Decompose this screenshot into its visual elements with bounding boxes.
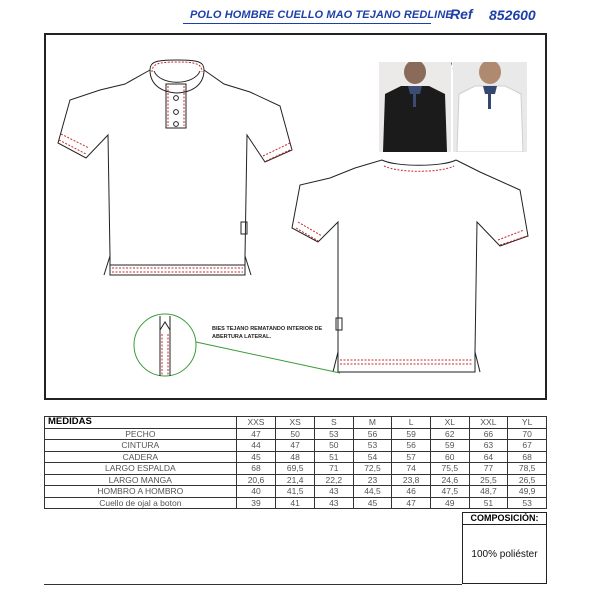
table-cell: 68 bbox=[508, 451, 547, 463]
row-label: LARGO ESPALDA bbox=[45, 463, 237, 475]
size-header: XXS bbox=[236, 417, 276, 429]
row-label: LARGO MANGA bbox=[45, 474, 237, 486]
table-cell: 24,6 bbox=[430, 474, 469, 486]
table-cell: 45 bbox=[353, 497, 392, 509]
table-cell: 50 bbox=[276, 428, 315, 440]
table-cell: 60 bbox=[430, 451, 469, 463]
table-cell: 45 bbox=[236, 451, 276, 463]
row-label: Cuello de ojal a boton bbox=[45, 497, 237, 509]
row-label: CINTURA bbox=[45, 440, 237, 452]
white-polo-photo bbox=[453, 62, 527, 152]
table-cell: 40 bbox=[236, 486, 276, 498]
table-cell: 23 bbox=[353, 474, 392, 486]
row-label: HOMBRO A HOMBRO bbox=[45, 486, 237, 498]
table-cell: 67 bbox=[508, 440, 547, 452]
table-cell: 47 bbox=[236, 428, 276, 440]
table-cell: 62 bbox=[430, 428, 469, 440]
table-cell: 78,5 bbox=[508, 463, 547, 475]
table-cell: 48 bbox=[276, 451, 315, 463]
row-label: CADERA bbox=[45, 451, 237, 463]
table-row bbox=[45, 451, 547, 463]
table-cell: 53 bbox=[508, 497, 547, 509]
table-cell: 43 bbox=[314, 486, 353, 498]
size-header: YL bbox=[508, 417, 547, 429]
table-cell: 64 bbox=[469, 451, 508, 463]
table-cell: 71 bbox=[314, 463, 353, 475]
table-row bbox=[45, 497, 547, 509]
measurements-table bbox=[44, 416, 547, 509]
table-cell: 54 bbox=[353, 451, 392, 463]
table-cell: 51 bbox=[314, 451, 353, 463]
product-photos bbox=[379, 62, 527, 152]
table-row bbox=[45, 474, 547, 486]
table-cell: 41,5 bbox=[276, 486, 315, 498]
table-title: MEDIDAS bbox=[45, 417, 237, 429]
table-cell: 47 bbox=[276, 440, 315, 452]
table-cell: 66 bbox=[469, 428, 508, 440]
table-cell: 56 bbox=[353, 428, 392, 440]
table-cell: 59 bbox=[392, 428, 431, 440]
title: POLO HOMBRE CUELLO MAO TEJANO REDLINE bbox=[190, 9, 453, 21]
table-cell: 57 bbox=[392, 451, 431, 463]
callout-text: BIES TEJANO REMATANDO INTERIOR DE ABERTURA LATERAL. bbox=[212, 326, 323, 340]
table-cell: 74 bbox=[392, 463, 431, 475]
row-label: PECHO bbox=[45, 428, 237, 440]
table-header-row bbox=[45, 417, 547, 429]
table-row bbox=[45, 486, 547, 498]
table-cell: 22,2 bbox=[314, 474, 353, 486]
front-stitching bbox=[59, 62, 292, 272]
table-cell: 69,5 bbox=[276, 463, 315, 475]
table-row bbox=[45, 428, 547, 440]
table-cell: 39 bbox=[236, 497, 276, 509]
footer-divider bbox=[44, 584, 462, 585]
front-polo-drawing bbox=[58, 60, 292, 275]
table-cell: 46 bbox=[392, 486, 431, 498]
table-cell: 48,7 bbox=[469, 486, 508, 498]
table-cell: 26,5 bbox=[508, 474, 547, 486]
table-cell: 47 bbox=[392, 497, 431, 509]
table-row bbox=[45, 463, 547, 475]
composition-value: 100% poliéster bbox=[471, 549, 538, 560]
table-cell: 44,5 bbox=[353, 486, 392, 498]
ref-label: Ref bbox=[450, 6, 473, 22]
table-cell: 77 bbox=[469, 463, 508, 475]
dark-polo-photo bbox=[379, 62, 451, 152]
table-cell: 20,6 bbox=[236, 474, 276, 486]
table-cell: 51 bbox=[469, 497, 508, 509]
table-cell: 43 bbox=[314, 497, 353, 509]
table-row bbox=[45, 440, 547, 452]
table-cell: 75,5 bbox=[430, 463, 469, 475]
table-cell: 59 bbox=[430, 440, 469, 452]
table-cell: 41 bbox=[276, 497, 315, 509]
table-cell: 23,8 bbox=[392, 474, 431, 486]
table-cell: 21,4 bbox=[276, 474, 315, 486]
size-header: XXL bbox=[469, 417, 508, 429]
composition-title: COMPOSICIÓN: bbox=[463, 513, 546, 525]
table-cell: 49,9 bbox=[508, 486, 547, 498]
table-cell: 68 bbox=[236, 463, 276, 475]
table-cell: 56 bbox=[392, 440, 431, 452]
table-cell: 72,5 bbox=[353, 463, 392, 475]
size-header: L bbox=[392, 417, 431, 429]
detail-callout bbox=[134, 314, 340, 376]
size-header: S bbox=[314, 417, 353, 429]
table-cell: 50 bbox=[314, 440, 353, 452]
table-cell: 44 bbox=[236, 440, 276, 452]
table-cell: 70 bbox=[508, 428, 547, 440]
table-cell: 63 bbox=[469, 440, 508, 452]
size-header: XS bbox=[276, 417, 315, 429]
table-cell: 47,5 bbox=[430, 486, 469, 498]
composition-box bbox=[462, 512, 547, 584]
ref-number: 852600 bbox=[489, 7, 536, 23]
table-cell: 53 bbox=[353, 440, 392, 452]
size-header: M bbox=[353, 417, 392, 429]
table-cell: 49 bbox=[430, 497, 469, 509]
size-header: XL bbox=[430, 417, 469, 429]
table-cell: 53 bbox=[314, 428, 353, 440]
table-cell: 25,5 bbox=[469, 474, 508, 486]
